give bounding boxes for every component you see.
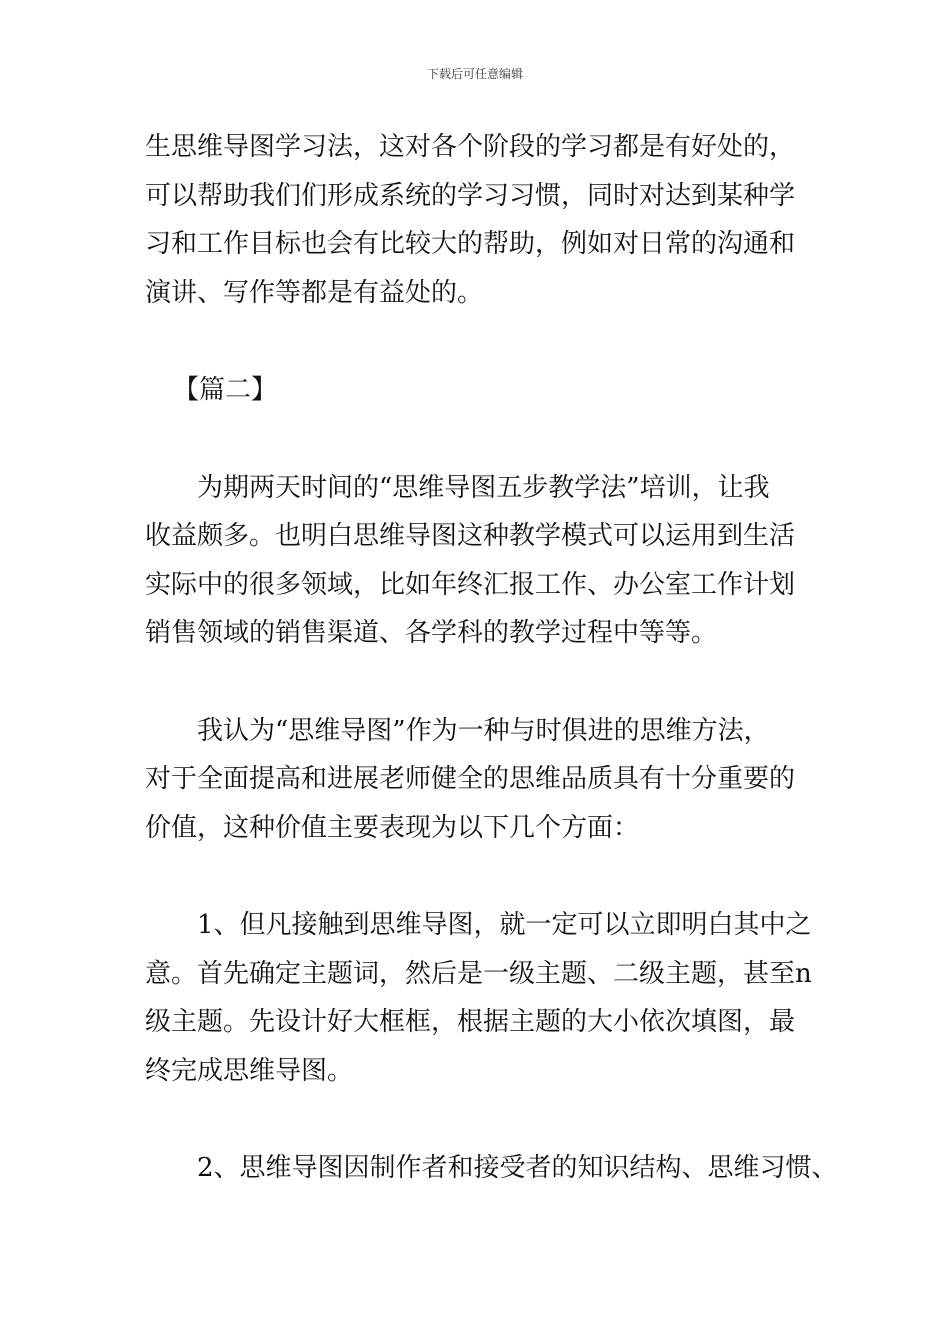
paragraph-line: 意。首先确定主题词，然后是一级主题、二级主题，甚至n <box>145 958 812 989</box>
paragraph-line: 销售领域的销售渠道、各学科的教学过程中等等。 <box>145 618 718 648</box>
paragraph-line: 我认为“思维导图”作为一种与时俱进的思维方法， <box>197 715 770 746</box>
paragraph-gap <box>145 1095 835 1144</box>
paragraph-gap <box>145 658 835 707</box>
paragraph-1 <box>145 123 835 317</box>
paragraph-line: 收益颇多。也明白思维导图这种教学模式可以运用到生活 <box>145 521 796 551</box>
paragraph-line: 生思维导图学习法，这对各个阶段的学习都是有好处的， <box>145 132 796 162</box>
section-heading: 【篇二】 <box>173 375 278 405</box>
paragraph-3 <box>145 707 835 853</box>
paragraph-2 <box>145 464 835 658</box>
paragraph-line: 习和工作目标也会有比较大的帮助，例如对日常的沟通和 <box>145 229 796 259</box>
paragraph-line: 演讲、写作等都是有益处的。 <box>145 277 484 308</box>
paragraph-line: 可以帮助我们们形成系统的学习习惯，同时对达到某种学 <box>145 180 796 211</box>
header-note: 下载后可任意编辑 <box>426 67 523 81</box>
paragraph-line: 终完成思维导图。 <box>145 1055 354 1086</box>
paragraph-line: 实际中的很多领域，比如年终汇报工作、办公室工作计划 <box>145 569 796 600</box>
paragraph-line: 级主题。先设计好大框框，根据主题的大小依次填图，最 <box>145 1007 796 1037</box>
paragraph-5 <box>145 1144 838 1193</box>
document-body <box>145 123 838 1193</box>
paragraph-gap <box>145 852 835 901</box>
paragraph-line: 2、思维导图因制作者和接受者的知识结构、思维习惯、 <box>197 1153 838 1183</box>
paragraph-4 <box>145 901 835 1095</box>
paragraph-gap <box>145 317 835 366</box>
paragraph-line: 1、但凡接触到思维导图，就一定可以立即明白其中之 <box>197 910 812 940</box>
paragraph-line: 对于全面提高和进展老师健全的思维品质具有十分重要的 <box>145 764 796 794</box>
paragraph-gap <box>145 415 835 464</box>
paragraph-line: 价值，这种价值主要表现为以下几个方面： <box>145 812 640 843</box>
paragraph-line: 为期两天时间的“思维导图五步教学法”培训，让我 <box>197 472 770 503</box>
